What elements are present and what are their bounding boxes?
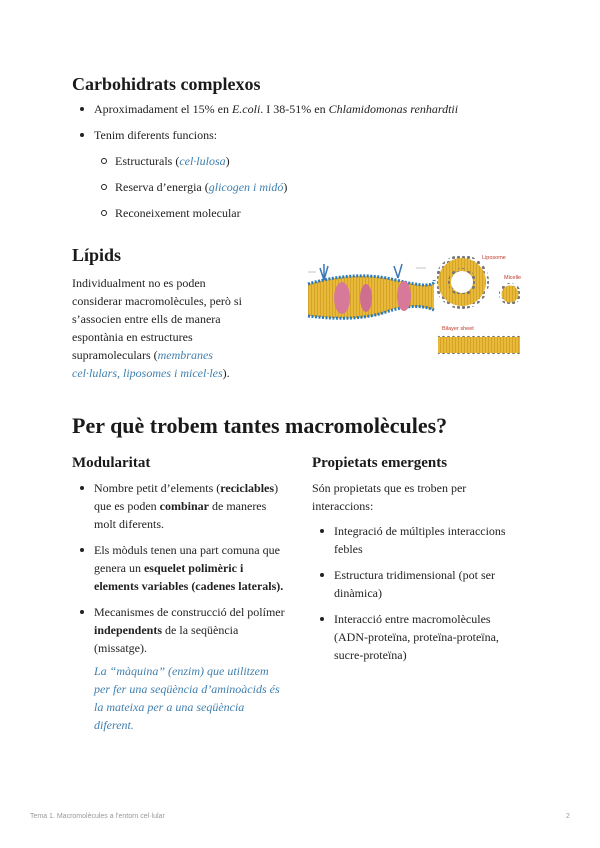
bold-text: independents	[94, 623, 163, 637]
liposome-label: Liposome	[482, 255, 506, 261]
text: de maneres	[209, 499, 267, 513]
text: Estructurals (	[115, 154, 180, 168]
text: Aproximadament el 15% en	[94, 102, 232, 116]
section-title-lipids: Lípids	[72, 245, 122, 265]
text: )	[283, 180, 288, 194]
text: Tenim diferents funcions:	[94, 128, 218, 142]
text-line: Són propietats que es troben per	[312, 481, 467, 495]
text-line: s’associen entre ells de manera	[72, 312, 221, 326]
text: . I 38-51% en	[260, 102, 329, 116]
text: Reconeixement molecular	[115, 206, 241, 220]
text: Reserva d’energia (	[115, 180, 209, 194]
species-ecoli: E.coli	[231, 102, 261, 116]
list-item	[334, 566, 534, 602]
list-item	[94, 479, 294, 533]
text-line: espontània en estructures	[72, 330, 193, 344]
text: de la seqüència	[162, 623, 239, 637]
bold-text: esquelet polimèric i	[143, 561, 244, 575]
text-line: Mecanismes de construcció del polímer	[94, 605, 285, 619]
subsection-title-emergent: Propietats emergents	[312, 455, 448, 471]
link-cellulose[interactable]: cel·lulosa	[179, 154, 226, 168]
text-line: interaccions:	[312, 499, 374, 513]
footer-title: Tema 1. Macromolècules a l'entorn cel·lular	[30, 813, 165, 820]
link-liposomes-micelles[interactable]: cel·lulars, liposomes i micel·les	[72, 366, 223, 380]
text-line: per fer una seqüència d’aminoàcids és	[94, 682, 280, 696]
liposome-diagram	[435, 255, 489, 309]
list-item	[94, 541, 294, 595]
text-line: Integració de múltiples interaccions	[334, 524, 506, 538]
subsection-title-modularity: Modularitat	[72, 455, 151, 471]
lipid-structures-figure	[286, 250, 522, 362]
modularity-note	[94, 662, 304, 734]
list-item	[115, 204, 515, 222]
text-line: (ADN-proteïna, proteïna-proteïna,	[334, 630, 499, 644]
list-item	[115, 152, 515, 170]
bold-text: reciclables	[220, 481, 275, 495]
text-line: diferent.	[94, 718, 134, 732]
text-line: Els mòduls tenen una part comuna que	[94, 543, 280, 557]
link-membranes[interactable]: membranes	[157, 348, 213, 362]
text: )	[225, 154, 230, 168]
page-number: 2	[566, 813, 570, 820]
emergent-intro	[312, 479, 522, 515]
list-item	[334, 610, 534, 664]
text-line: Interacció entre macromolècules	[334, 612, 491, 626]
carbs-sublist	[115, 152, 515, 222]
text: ).	[222, 366, 230, 380]
bilayer-label: Bilayer sheet	[442, 326, 474, 332]
text-line: dinàmica)	[334, 586, 382, 600]
emergent-list	[334, 522, 534, 664]
bilayer-sheet-diagram	[438, 334, 520, 356]
list-item	[94, 100, 554, 118]
text: )	[274, 481, 279, 495]
section-title-carbs: Carbohidrats complexos	[72, 74, 261, 94]
text-line: Individualment no es poden	[72, 276, 206, 290]
text: genera un	[94, 561, 144, 575]
modularity-list	[94, 479, 294, 657]
micelle-diagram	[499, 283, 521, 305]
carbs-list	[94, 100, 554, 144]
text-line: febles	[334, 542, 363, 556]
list-item	[115, 178, 515, 196]
text: que es poden	[94, 499, 160, 513]
text-line: la mateixa per a una seqüència	[94, 700, 245, 714]
link-glycogen-starch[interactable]: glicogen i midó	[208, 180, 284, 194]
micelle-label: Micelle	[504, 275, 522, 281]
bold-text: elements variables (cadenes laterals).	[94, 579, 284, 593]
list-item	[334, 522, 534, 558]
page-heading-why: Per què trobem tantes macromolècules?	[72, 413, 448, 438]
text-line: La “màquina” (enzim) que utilitzem	[94, 664, 269, 678]
list-item	[94, 126, 554, 144]
text-line: considerar macromolècules, però si	[72, 294, 242, 308]
text-line: molt diferents.	[94, 517, 164, 531]
membrane-diagram	[308, 264, 434, 318]
list-item	[94, 603, 294, 657]
text-line: Estructura tridimensional (pot ser	[334, 568, 495, 582]
lipids-paragraph	[72, 274, 272, 382]
bold-text: combinar	[159, 499, 209, 513]
species-chlamydomonas: Chlamidomonas renhardtii	[328, 102, 459, 116]
text: Nombre petit d’elements (	[94, 481, 221, 495]
text-line: sucre-proteïna)	[334, 648, 407, 662]
text-line: (missatge).	[94, 641, 147, 655]
text: supramoleculars (	[72, 348, 158, 362]
